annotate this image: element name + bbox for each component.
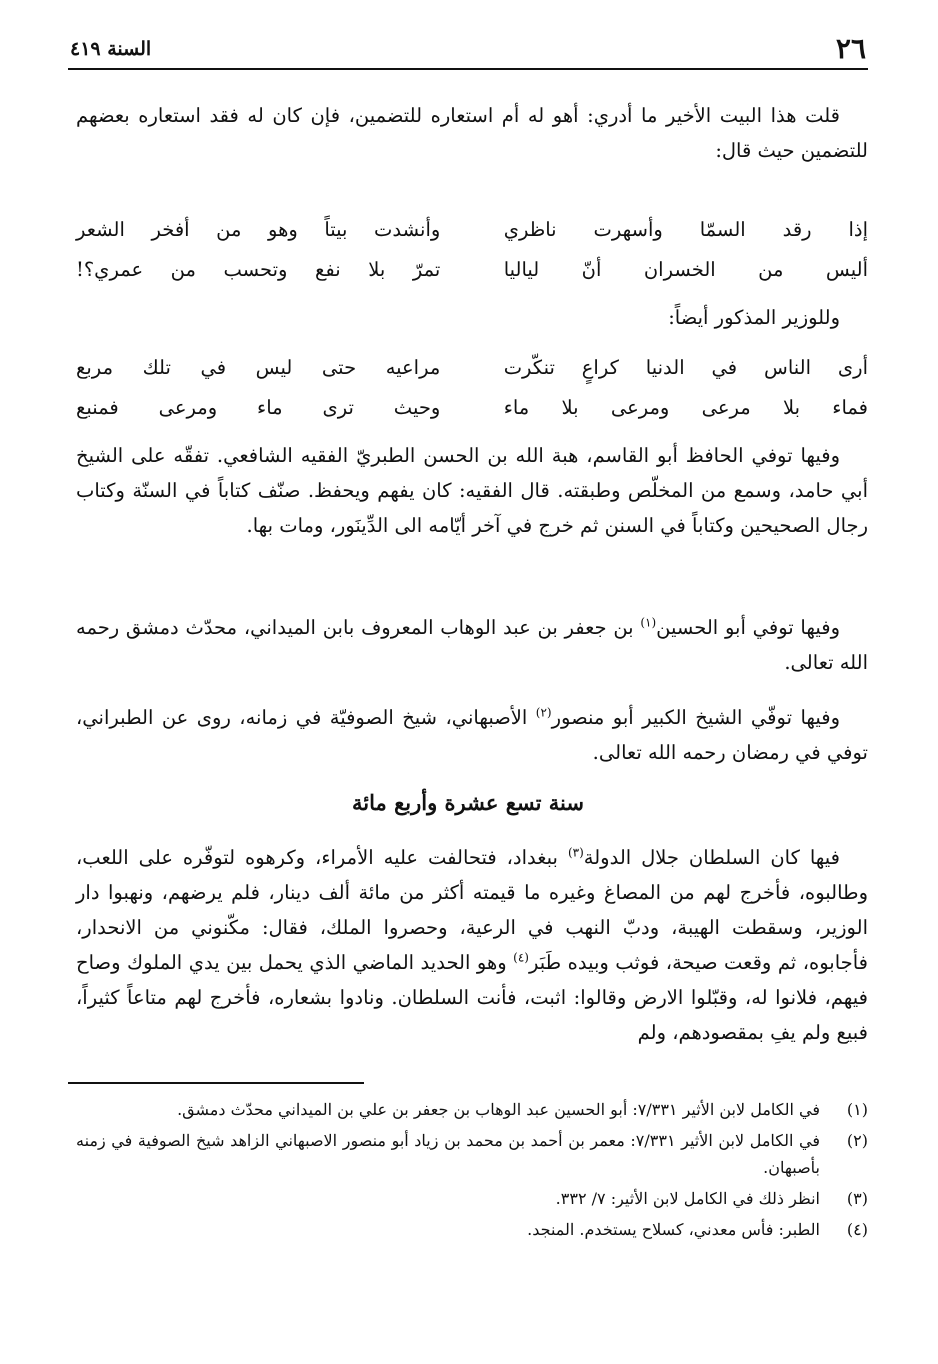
main-paragraph xyxy=(76,840,868,1050)
footnote xyxy=(76,1096,868,1123)
verse-line xyxy=(76,210,868,250)
wazir-line: وللوزير المذكور أيضاً: xyxy=(668,306,840,329)
footnote-ref-3[interactable]: (٣) xyxy=(567,845,584,860)
maydani-text-b: بن جعفر بن عبد الوهاب المعروف بابن الميداني، محدّث دمشق رحمه الله تعالى. xyxy=(76,616,868,674)
hemistich-first: إذا رقد السمّا وأسهرت ناظري xyxy=(503,218,868,241)
hemistich-first: أليس من الخسران أنّ لياليا xyxy=(503,258,868,281)
footnote-text: في الكامل لابن الأثير ٧/٣٣١: أبو الحسين عبد الوهاب بن جعفر بن علي بن الميداني محدّث دمشق. xyxy=(177,1100,820,1119)
intro-paragraph xyxy=(76,98,868,168)
footnote-marker: (٢) xyxy=(846,1131,868,1150)
isfahani-text-b: الأصبهاني، شيخ الصوفيّة في زمانه، روى عن الطبراني، توفي في رمضان رحمه الله تعالى. xyxy=(76,706,868,764)
verse-line xyxy=(76,250,868,290)
isfahani-text-a: وفيها توفّي الشيخ الكبير أبو منصور xyxy=(551,706,840,729)
hemistich-second: وحيث ترى ماء ومرعى فمنبع xyxy=(76,396,441,419)
footnote-marker: (١) xyxy=(846,1100,868,1119)
maydani-paragraph xyxy=(76,610,868,680)
hemistich-second: تمرّ بلا نفع وتحسب من عمري؟! xyxy=(76,258,441,281)
footnote-ref-1[interactable]: (١) xyxy=(640,615,657,630)
footnote-text: في الكامل لابن الأثير ٧/٣٣١: معمر بن أحمد بن محمد بن زياد أبو منصور الاصبهاني الزاهد شيخ الصوفية في زمنه بأصبهان. xyxy=(76,1131,821,1177)
wazir-paragraph xyxy=(76,300,868,335)
footnote-marker: (٣) xyxy=(846,1189,868,1208)
intro-text: قلت هذا البيت الأخير ما أدري: أهو له أم استعاره للتضمين، فإن كان له فقد استعاره بعضهم للتضمين حيث قال: xyxy=(76,104,868,162)
hemistich-second: مراعيه حتى ليس في تلك مربع xyxy=(76,356,441,379)
hibatullah-paragraph xyxy=(76,438,868,543)
footnotes xyxy=(76,1096,868,1247)
page-header xyxy=(68,28,868,64)
footnote xyxy=(76,1185,868,1212)
footnote xyxy=(76,1127,868,1181)
isfahani-paragraph xyxy=(76,700,868,770)
hibatullah-text: وفيها توفي الحافظ أبو القاسم، هبة الله بن الحسن الطبريّ الفقيه الشافعي. تفقّه على الشيخ أبي حامد، وسمع من المخلّص وطبقته. قال الفقيه: كان يفهم ويحفظ. صنّف كتاباً في السنّة وكتاب رجال الصحيحين وكتاباً في السنن ثم خرج في آخر أيّامه الى الدِّينَور، ومات بها. xyxy=(76,444,868,537)
verse-line xyxy=(76,388,868,428)
hemistich-first: أرى الناس في الدنيا كراعٍ تنكّرت xyxy=(503,356,868,379)
book-page xyxy=(68,28,868,1338)
section-heading: سنة تسع عشرة وأربع مائة xyxy=(352,790,584,815)
hemistich-second: وأنشدت بيتاً وهو من أفخر الشعر xyxy=(76,218,441,241)
poem-1 xyxy=(76,210,868,290)
footnote-text: الطبر: فأس معدني، كسلاح يستخدم. المنجد. xyxy=(527,1220,820,1239)
page-number: ٢٦ xyxy=(835,32,866,65)
footnote xyxy=(76,1216,868,1243)
verse-line xyxy=(76,348,868,388)
main-text-b: ببغداد، فتحالفت عليه الأمراء، وكرهوه لتوفّره على اللعب، وطالبوه، فأخرج لهم من المصاغ وغيره ما قيمته أكثر من مائة ألف دينار، فلم يرضهم، ونهبوا دار الوزير، وسقطت الهيبة، ودبّ النهب في الرعية، وحصروا الملك، فقال: مكّنوني من الانحدار، فأجابوه، ثم وقعت صيحة، فوثب وبيده طَبَر xyxy=(76,846,868,974)
footnote-text: انظر ذلك في الكامل لابن الأثير: ٧/ ٣٣٢. xyxy=(555,1189,820,1208)
footnote-rule xyxy=(68,1082,364,1084)
footnote-ref-4[interactable]: (٤) xyxy=(513,950,529,965)
header-rule xyxy=(68,68,868,70)
main-text xyxy=(76,840,868,1050)
footnote-ref-2[interactable]: (٢) xyxy=(535,705,552,720)
main-text-c: وهو الحديد الماضي الذي يحمل بين يدي الملوك وصاح فيهم، فلانوا له، وقبّلوا الارض وقالوا: اثبت، فأنت السلطان. ونادوا بشعاره، فأخرج لهم متاعاً كثيراً، فبيع ولم يفِ بمقصودهم، ولم xyxy=(76,951,868,1044)
running-head-year: السنة ٤١٩ xyxy=(70,38,152,60)
hemistich-first: فماء بلا مرعى ومرعى بلا ماء xyxy=(503,396,868,419)
maydani-text-a: وفيها توفي أبو الحسين xyxy=(656,616,840,639)
poem-2 xyxy=(76,348,868,428)
isfahani-text xyxy=(76,700,868,770)
main-text-a: فيها كان السلطان جلال الدولة xyxy=(583,846,840,869)
maydani-text xyxy=(76,610,868,680)
footnote-marker: (٤) xyxy=(846,1220,868,1239)
